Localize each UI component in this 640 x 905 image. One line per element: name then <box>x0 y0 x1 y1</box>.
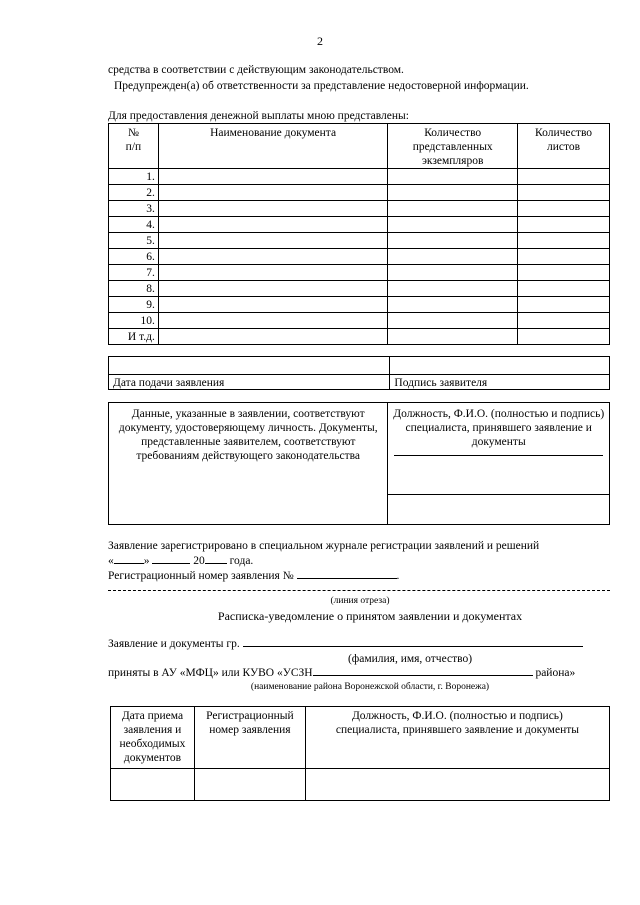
page-number: 2 <box>317 34 323 48</box>
document-name-cell[interactable] <box>158 217 387 233</box>
intro-line-2: Предупрежден(а) об ответственности за представление недостоверной информации. <box>114 80 529 92</box>
document-name-cell[interactable] <box>158 185 387 201</box>
documents-table-header <box>109 124 610 169</box>
copies-cell[interactable] <box>388 217 518 233</box>
sheets-cell[interactable] <box>518 281 610 297</box>
verification-table <box>108 402 610 525</box>
reg-number-field[interactable] <box>297 578 397 579</box>
fio-hint: (фамилия, имя, отчество) <box>347 653 473 665</box>
table-row <box>111 769 610 801</box>
row-number: И т.д. <box>109 329 159 345</box>
signature-label: Подпись заявителя <box>390 375 610 390</box>
sheets-cell[interactable] <box>518 297 610 313</box>
verification-statement: Данные, указанные в заявлении, соответствуют документу, удостоверяющему личность. Документы, представленные заявителем, соответствуют требованиям действующего законодательства <box>109 403 388 525</box>
sheets-cell[interactable] <box>518 265 610 281</box>
table-row <box>109 313 610 329</box>
table-row <box>109 265 610 281</box>
specialist-label: Должность, Ф.И.О. (полностью и подпись) специалиста, принявшего заявление и документы <box>393 408 605 448</box>
document-name-cell[interactable] <box>158 249 387 265</box>
header-document-name: Наименование документа <box>158 124 387 169</box>
table-row <box>109 297 610 313</box>
document-name-cell[interactable] <box>158 329 387 345</box>
cut-label: (линия отреза) <box>330 596 390 606</box>
document-name-cell[interactable] <box>158 297 387 313</box>
copies-cell[interactable] <box>388 297 518 313</box>
table-row <box>109 201 610 217</box>
date-input-cell[interactable] <box>109 357 390 375</box>
row-number: 10. <box>109 313 159 329</box>
header-specialist: Должность, Ф.И.О. (полностью и подпись) специалиста, принявшего заявление и документы <box>305 707 609 769</box>
signature-input-cell[interactable] <box>390 357 610 375</box>
district-hint: (наименование района Воронежской области, г. Воронежа) <box>250 682 490 692</box>
registration-date: « » 20 года. <box>108 555 254 567</box>
row-number: 7. <box>109 265 159 281</box>
receipt-table-header <box>111 707 610 769</box>
date-label: Дата подачи заявления <box>109 375 390 390</box>
document-name-cell[interactable] <box>158 313 387 329</box>
sheets-cell[interactable] <box>518 185 610 201</box>
year-field[interactable] <box>205 563 227 564</box>
header-reception-date: Дата приема заявления и необходимых документов <box>111 707 195 769</box>
table-row <box>109 217 610 233</box>
month-field[interactable] <box>152 563 190 564</box>
sheets-cell[interactable] <box>518 169 610 185</box>
signature-table <box>108 356 610 390</box>
document-name-cell[interactable] <box>158 169 387 185</box>
document-name-cell[interactable] <box>158 233 387 249</box>
specialist-signature-line[interactable] <box>394 455 603 456</box>
sheets-cell[interactable] <box>518 233 610 249</box>
table-row <box>109 249 610 265</box>
receipt-table <box>110 706 610 801</box>
header-sheets: Количество листов <box>518 124 610 169</box>
copies-cell[interactable] <box>388 169 518 185</box>
sheets-cell[interactable] <box>518 329 610 345</box>
registration-line: Заявление зарегистрировано в специальном журнале регистрации заявлений и решений <box>108 540 540 552</box>
row-number: 2. <box>109 185 159 201</box>
sheets-cell[interactable] <box>518 201 610 217</box>
applicant-name-field[interactable] <box>243 646 583 647</box>
row-number: 8. <box>109 281 159 297</box>
copies-cell[interactable] <box>388 233 518 249</box>
specialist-cell <box>388 403 610 495</box>
table-row <box>109 169 610 185</box>
row-number: 3. <box>109 201 159 217</box>
table-row <box>109 233 610 249</box>
row-number: 6. <box>109 249 159 265</box>
copies-cell[interactable] <box>388 313 518 329</box>
document-name-cell[interactable] <box>158 281 387 297</box>
registration-number: Регистрационный номер заявления № . <box>108 570 400 582</box>
row-number: 1. <box>109 169 159 185</box>
row-number: 9. <box>109 297 159 313</box>
reception-date-cell[interactable] <box>111 769 195 801</box>
document-name-cell[interactable] <box>158 265 387 281</box>
table-row <box>109 185 610 201</box>
copies-cell[interactable] <box>388 201 518 217</box>
header-copies: Количество представленных экземпляров <box>388 124 518 169</box>
cut-line <box>108 590 610 591</box>
district-field[interactable] <box>313 675 533 676</box>
specialist-signature-cell[interactable] <box>305 769 609 801</box>
copies-cell[interactable] <box>388 249 518 265</box>
header-number: № п/п <box>109 124 159 169</box>
row-number: 5. <box>109 233 159 249</box>
receipt-applicant: Заявление и документы гр. <box>108 638 583 650</box>
sheets-cell[interactable] <box>518 217 610 233</box>
sheets-cell[interactable] <box>518 313 610 329</box>
header-reg-number: Регистрационный номер заявления <box>194 707 305 769</box>
sheets-cell[interactable] <box>518 249 610 265</box>
copies-cell[interactable] <box>388 185 518 201</box>
specialist-extra-cell[interactable] <box>388 495 610 525</box>
copies-cell[interactable] <box>388 265 518 281</box>
reg-number-cell[interactable] <box>194 769 305 801</box>
documents-table <box>108 123 610 345</box>
intro-line-1: средства в соответствии с действующим законодательством. <box>108 64 404 76</box>
receipt-accepted: приняты в АУ «МФЦ» или КУВО «УСЗН района» <box>108 667 576 679</box>
intro-line-3: Для предоставления денежной выплаты мною представлены: <box>108 110 409 122</box>
row-number: 4. <box>109 217 159 233</box>
table-row <box>109 329 610 345</box>
copies-cell[interactable] <box>388 329 518 345</box>
document-name-cell[interactable] <box>158 201 387 217</box>
day-field[interactable] <box>114 563 144 564</box>
copies-cell[interactable] <box>388 281 518 297</box>
receipt-title: Расписка-уведомление о принятом заявлении и документах <box>217 609 523 623</box>
table-row <box>109 281 610 297</box>
